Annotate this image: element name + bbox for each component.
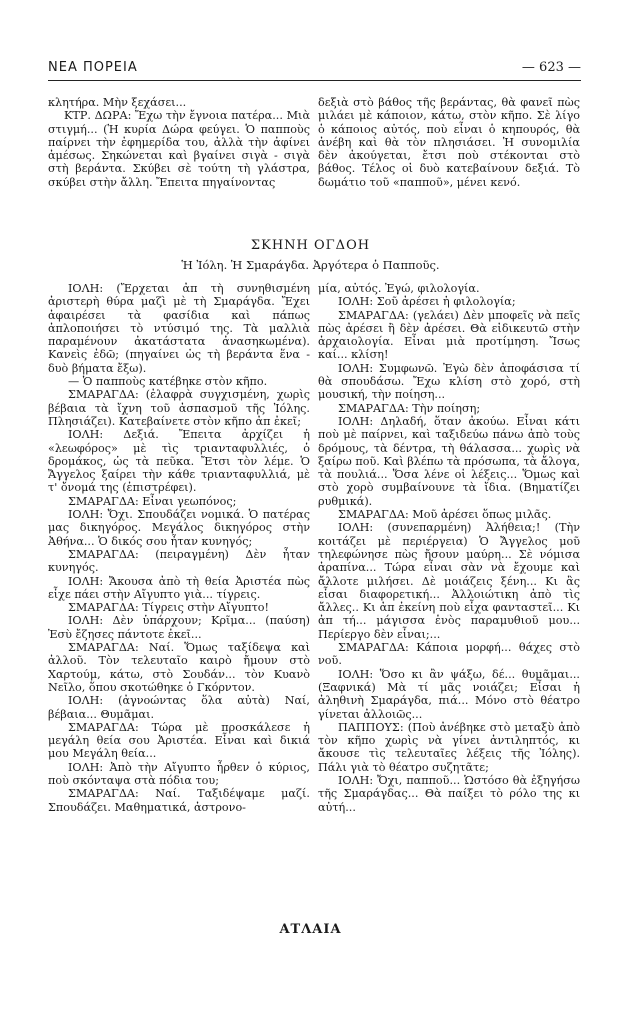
dialogue-line: — Ὁ παπποὺς κατέβηκε στὸν κῆπο. xyxy=(68,375,268,389)
scene-title: ΣΚΗΝΗ ΟΓΔΟΗ xyxy=(250,238,371,253)
header-rule xyxy=(48,80,581,81)
dialogue-line: ΣΜΑΡΑΓΔΑ: Ναί. Ὅμως ταξίδεψα καὶ ἀλλοῦ. Τὸν τελευταῖο καιρὸ ἤμουν στὸ Χαρτούμ, κάτω, στὸ Σουδάν... τὸν Κυανὸ Νεῖλο, ὅπου σκοτώθηκε ὁ Γκόρντον. xyxy=(48,641,310,694)
dialogue-line: ΙΟΛΗ: (Ἔρχεται ἀπ τὴ συνηθισμένη ἀριστερὴ θύρα μαζὶ μὲ τὴ Σμαράγδα. Ἔχει ἀφαιρέσει τὰ φασίδια καὶ πάπως ἀπλοποιήσει τὸ ντύσιμό της. Τὰ μαλλιὰ παραμένουν ἀκατάστατα ἀνασηκωμένα). Κανεὶς ἐδῶ; (πηγαίνει ὡς τὴ βεράντα ἕνα - δυὸ βήματα ἔξω). xyxy=(48,282,310,375)
right-column xyxy=(318,282,580,814)
left-column xyxy=(48,282,310,814)
scene-characters: Ἡ Ἰόλη. Ἡ Σμαράγδα. Ἀργότερα ὁ Παπποῦς. xyxy=(181,258,440,272)
running-head: ΝΕΑ ΠΟΡΕΙΑ xyxy=(48,60,138,75)
dialogue-line: ΙΟΛΗ: Δεξιά. Ἔπειτα ἀρχίζει ἡ «λεωφόρος» μὲ τὶς τριανταφυλλιές, ὁ δρομάκος, ὡς τὰ πεῦκα. Ἔτσι τὸν λέμε. Ὁ Ἄγγελος ξαίρει τὴν κάθε τριανταφυλλιά, μὲ τ' ὄνομά της (ἐπιστρέφει). xyxy=(48,428,310,495)
dialogue-line: ΣΜΑΡΑΓΔΑ: Εἶναι γεωπόνος; xyxy=(68,494,237,508)
footer-title: ΑΤΛΑΙΑ xyxy=(279,922,342,937)
dialogue-line: ΙΟΛΗ: Συμφωνῶ. Ἐγὼ δὲν ἀποφάσισα τί θὰ σπουδάσω. Ἔχω κλίση στὸ χορό, στὴ μουσική, τὴν ποίηση... xyxy=(318,361,580,402)
dialogue-line: μία, αὐτός. Ἐγώ, φιλολογία. xyxy=(318,282,480,295)
dialogue-line: ΣΜΑΡΑΓΔΑ: Τίγρεις στὴν Αἴγυπτο! xyxy=(68,601,270,615)
page-header xyxy=(48,60,581,80)
top-left-column xyxy=(48,96,310,189)
dialogue-line: ΙΟΛΗ: Ὅσο κι ἂν ψάξω, δέ... θυμᾶμαι... (Ξαφνικά) Μὰ τί μᾶς νοιάζει; Εἶσαι ἡ ἀληθινὴ Σμαράγδα, πιά... Μόνο στὸ θέατρο γίνεται ἀλλοιῶς... xyxy=(318,667,580,721)
paragraph: ΚΤΡ. ΔΩΡΑ: Ἔχω τὴν ἔγνοια πατέρα... Μιὰ στιγμή... (Ἡ κυρία Δώρα φεύγει. Ὁ παπποὺς παίρνει τὴν ἐφημερίδα του, ἀλλὰ τὴν ἀφίνει ἀμέσως. Σηκώνεται καὶ βγαίνει σιγὰ - σιγὰ στὴ βεράντα. Σκύβει σὲ τούτη τὴ γλάστρα, σκύβει στὴν ἄλλη. Ἔπειτα πηγαίνοντας xyxy=(48,109,310,189)
dialogue-line: ΣΜΑΡΑΓΔΑ: Τώρα μὲ προσκάλεσε ἡ μεγάλη θεία σου Ἀριστέα. Εἶναι καὶ δικιά μου Μεγάλη θεία... xyxy=(48,720,310,761)
dialogue-line: ΙΟΛΗ: (συνεπαρμένη) Ἀλήθεια;! (Τὴν κοιτάζει μὲ περιέργεια) Ὁ Ἄγγελος μοῦ τηλεφώνησε πὼς ἤσουν μαύρη... Σὲ νόμισα ἀραπίνα... Τώρα εἶναι σὰν νὰ ἔχουμε καὶ ἄλλοτε μιλήσει. Δὲ μοιάζεις ξένη... Κι ἂς εἶσαι διαφορετική... Ἀλλοιώτικη ἀπὸ τὶς ἄλλες.. Κι ἀπ ἐκείνη ποὺ εἶχα φανταστεῖ... Κι ἀπ τή... μάγισσα ἑνὸς παραμυθιοῦ μου... Περίεργο δὲν εἶναι;... xyxy=(318,521,580,641)
dialogue-line: ΣΜΑΡΑΓΔΑ: Τὴν ποίηση; xyxy=(338,401,481,415)
dialogue-line: ΣΜΑΡΑΓΔΑ: Μοῦ ἀρέσει ὅπως μιλᾶς. xyxy=(338,508,552,522)
dialogue-line: ΠΑΠΠΟΥΣ: (Ποὺ ἀνέβηκε στὸ μεταξὺ ἀπὸ τὸν κῆπο χωρὶς νὰ γίνει ἀντιληπτός, κι ἄκουσε τὶς τελευταῖες λέξεις τῆς Ἰόλης). Πάλι γιὰ τὸ θέατρο συζητᾶτε; xyxy=(318,720,580,774)
dialogue-line: ΙΟΛΗ: Ὄχι. Σπουδάζει νομικά. Ὁ πατέρας μας δικηγόρος. Μεγάλος δικηγόρος στὴν Ἀθήνα... Ὁ δικός σου ἦταν κυνηγός; xyxy=(48,508,310,548)
dialogue-line: ΙΟΛΗ: Δηλαδή, ὅταν ἀκούω. Εἶναι κάτι ποὺ μὲ παίρνει, καὶ ταξιδεύω πάνω ἀπὸ τοὺς δρόμους, τὰ δέντρα, τὴ θάλασσα... χωρὶς νὰ ξαίρω ποῦ. Καὶ βλέπω τὰ πρόσωπα, τὰ ἄλογα, τὰ πουλιά... Ὅσα λένε οἱ λέξεις... Ὅμως καὶ στὸ χορὸ συμβαίνουνε τὰ ἴδια. (Βηματίζει ρυθμικά). xyxy=(318,414,580,508)
dialogue-line: ΣΜΑΡΑΓΔΑ: Κάποια μορφή... θάχες στὸ νοῦ. xyxy=(318,641,580,668)
top-right-column xyxy=(318,96,580,189)
dialogue-line: ΙΟΛΗ: Σοῦ ἀρέσει ἡ φιλολογία; xyxy=(338,295,516,309)
dialogue-line: ΣΜΑΡΑΓΔΑ: (γελάει) Δὲν μποφεῖς νὰ πεῖς πὼς ἀρέσει ἢ δὲν ἀρέσει. Θὰ εἰδικευτῶ στὴν ἀρχαιολογία. Εἶναι μιὰ προτίμηση. Ἴσως καί... κλίση! xyxy=(318,308,580,362)
dialogue-line: ΣΜΑΡΑΓΔΑ: (ἐλαφρὰ συγχισμένη, χωρὶς βέβαια τὰ ἴχνη τοῦ ἀσπασμοῦ τῆς Ἰόλης. Πλησιάζει). Κατεβαίνετε στὸν κῆπο ἀπ ἐκεῖ; xyxy=(48,388,310,428)
dialogue-line: ΙΟΛΗ: Ἀπὸ τὴν Αἴγυπτο ἦρθεν ὁ κύριος, ποὺ σκόνταψα στὰ πόδια του; xyxy=(48,760,310,787)
dialogue-line: ΣΜΑΡΑΓΔΑ: (πειραγμένη) Δὲν ἦταν κυνηγός. xyxy=(48,547,310,575)
dialogue-line: ΙΟΛΗ: Δὲν ὑπάρχουν; Κρῖμα... (παύση) Ἐσὺ ἔζησες πάντοτε ἐκεῖ... xyxy=(48,614,310,641)
paragraph: δεξιὰ στὸ βάθος τῆς βεράντας, θὰ φανεῖ πὼς μιλάει μὲ κάποιον, κάτω, στὸν κῆπο. Σὲ λίγο ὁ κάποιος αὐτός, ποὺ εἶναι ὁ κηπουρός, θὰ ἀνέβη καὶ θὰ τὸν πλησιάσει. Ἡ συνομιλία δὲν ἀκούγεται, ἔτσι ποὺ στέκονται στὸ βάθος. Τέλος οἱ δυὸ κατεβαίνουν δεξιά. Τὸ δωμάτιο τοῦ «παπποῦ», μένει κενό. xyxy=(318,96,580,189)
dialogue-line: ΙΟΛΗ: Ἄκουσα ἀπὸ τὴ θεία Ἀριστέα πὼς εἶχε πάει στὴν Αἴγυπτο γιὰ... τίγρεις. xyxy=(48,574,310,601)
dialogue-line: ΙΟΛΗ: Ὄχι, παπποῦ... Ὡστόσο θὰ ἐξηγήσω τῆς Σμαράγδας... Θὰ παίξει τὸ ρόλο της κι αὐτή... xyxy=(318,773,580,814)
page-number: — 623 — xyxy=(521,60,581,75)
dialogue-line: ΣΜΑΡΑΓΔΑ: Ναί. Ταξιδέψαμε μαζί. Σπουδάζει. Μαθηματικά, ἀστρονο- xyxy=(48,787,310,814)
paragraph: κλητήρα. Μὴν ξεχάσει... xyxy=(48,96,187,109)
dialogue-line: ΙΟΛΗ: (ἀγνοώντας ὅλα αὐτὰ) Ναί, βέβαια... Θυμᾶμαι. xyxy=(48,694,310,721)
